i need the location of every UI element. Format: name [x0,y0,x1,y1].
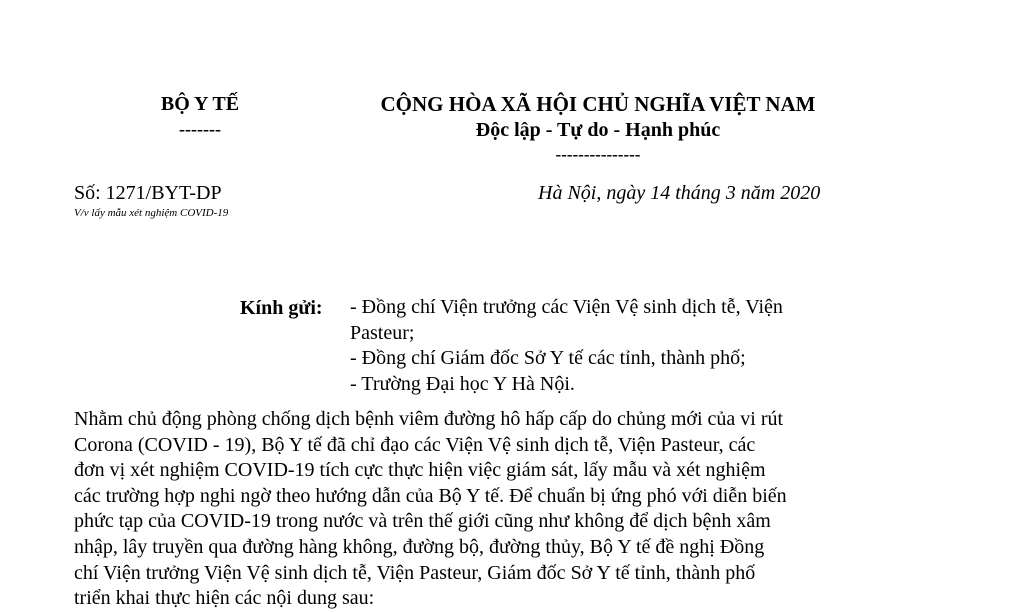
body-paragraph [74,407,787,612]
body-line: các trường hợp nghi ngờ theo hướng dẫn của Bộ Y tế. Để chuẩn bị ứng phó với diễn biến [74,484,787,507]
body-line: chí Viện trưởng Viện Vệ sinh dịch tễ, Viện Pasteur, Giám đốc Sở Y tế tỉnh, thành phố [74,561,756,584]
recipient-line: - Đồng chí Viện trưởng các Viện Vệ sinh dịch tễ, Viện [350,296,783,318]
issuing-agency: BỘ Y TẾ [160,93,240,115]
document-subject: V/v lấy mẫu xét nghiệm COVID-19 [74,207,229,219]
body-line: nhập, lây truyền qua đường hàng không, đường bộ, đường thủy, Bộ Y tế đề nghị Đồng [74,535,765,558]
body-line: đơn vị xét nghiệm COVID-19 tích cực thực hiện việc giám sát, lấy mẫu và xét nghiệm [74,459,766,482]
document-number: Số: 1271/BYT-DP [74,182,222,204]
body-line: Corona (COVID - 19), Bộ Y tế đã chỉ đạo các Viện Vệ sinh dịch tễ, Viện Pasteur, các [74,433,756,456]
motto-underline: --------------- [555,145,641,164]
recipient-line: Pasteur; [350,321,415,344]
agency-underline: ------- [179,119,221,139]
body-line: triển khai thực hiện các nội dung sau: [74,587,375,610]
recipients-list [350,295,783,397]
recipient-line: - Trường Đại học Y Hà Nội. [350,372,575,395]
national-motto: Độc lập - Tự do - Hạnh phúc [475,119,721,141]
recipient-line: - Đồng chí Giám đốc Sở Y tế các tỉnh, thành phố; [350,347,746,369]
body-line: Nhằm chủ động phòng chống dịch bệnh viêm đường hô hấp cấp do chủng mới của vi rút [74,408,784,430]
recipients-label: Kính gửi: [240,297,323,319]
national-title: CỘNG HÒA XÃ HỘI CHỦ NGHĨA VIỆT NAM [380,92,816,116]
place-and-date: Hà Nội, ngày 14 tháng 3 năm 2020 [538,182,821,204]
body-line: phức tạp của COVID-19 trong nước và trên thế giới cũng như không để dịch bệnh xâm [74,510,771,533]
